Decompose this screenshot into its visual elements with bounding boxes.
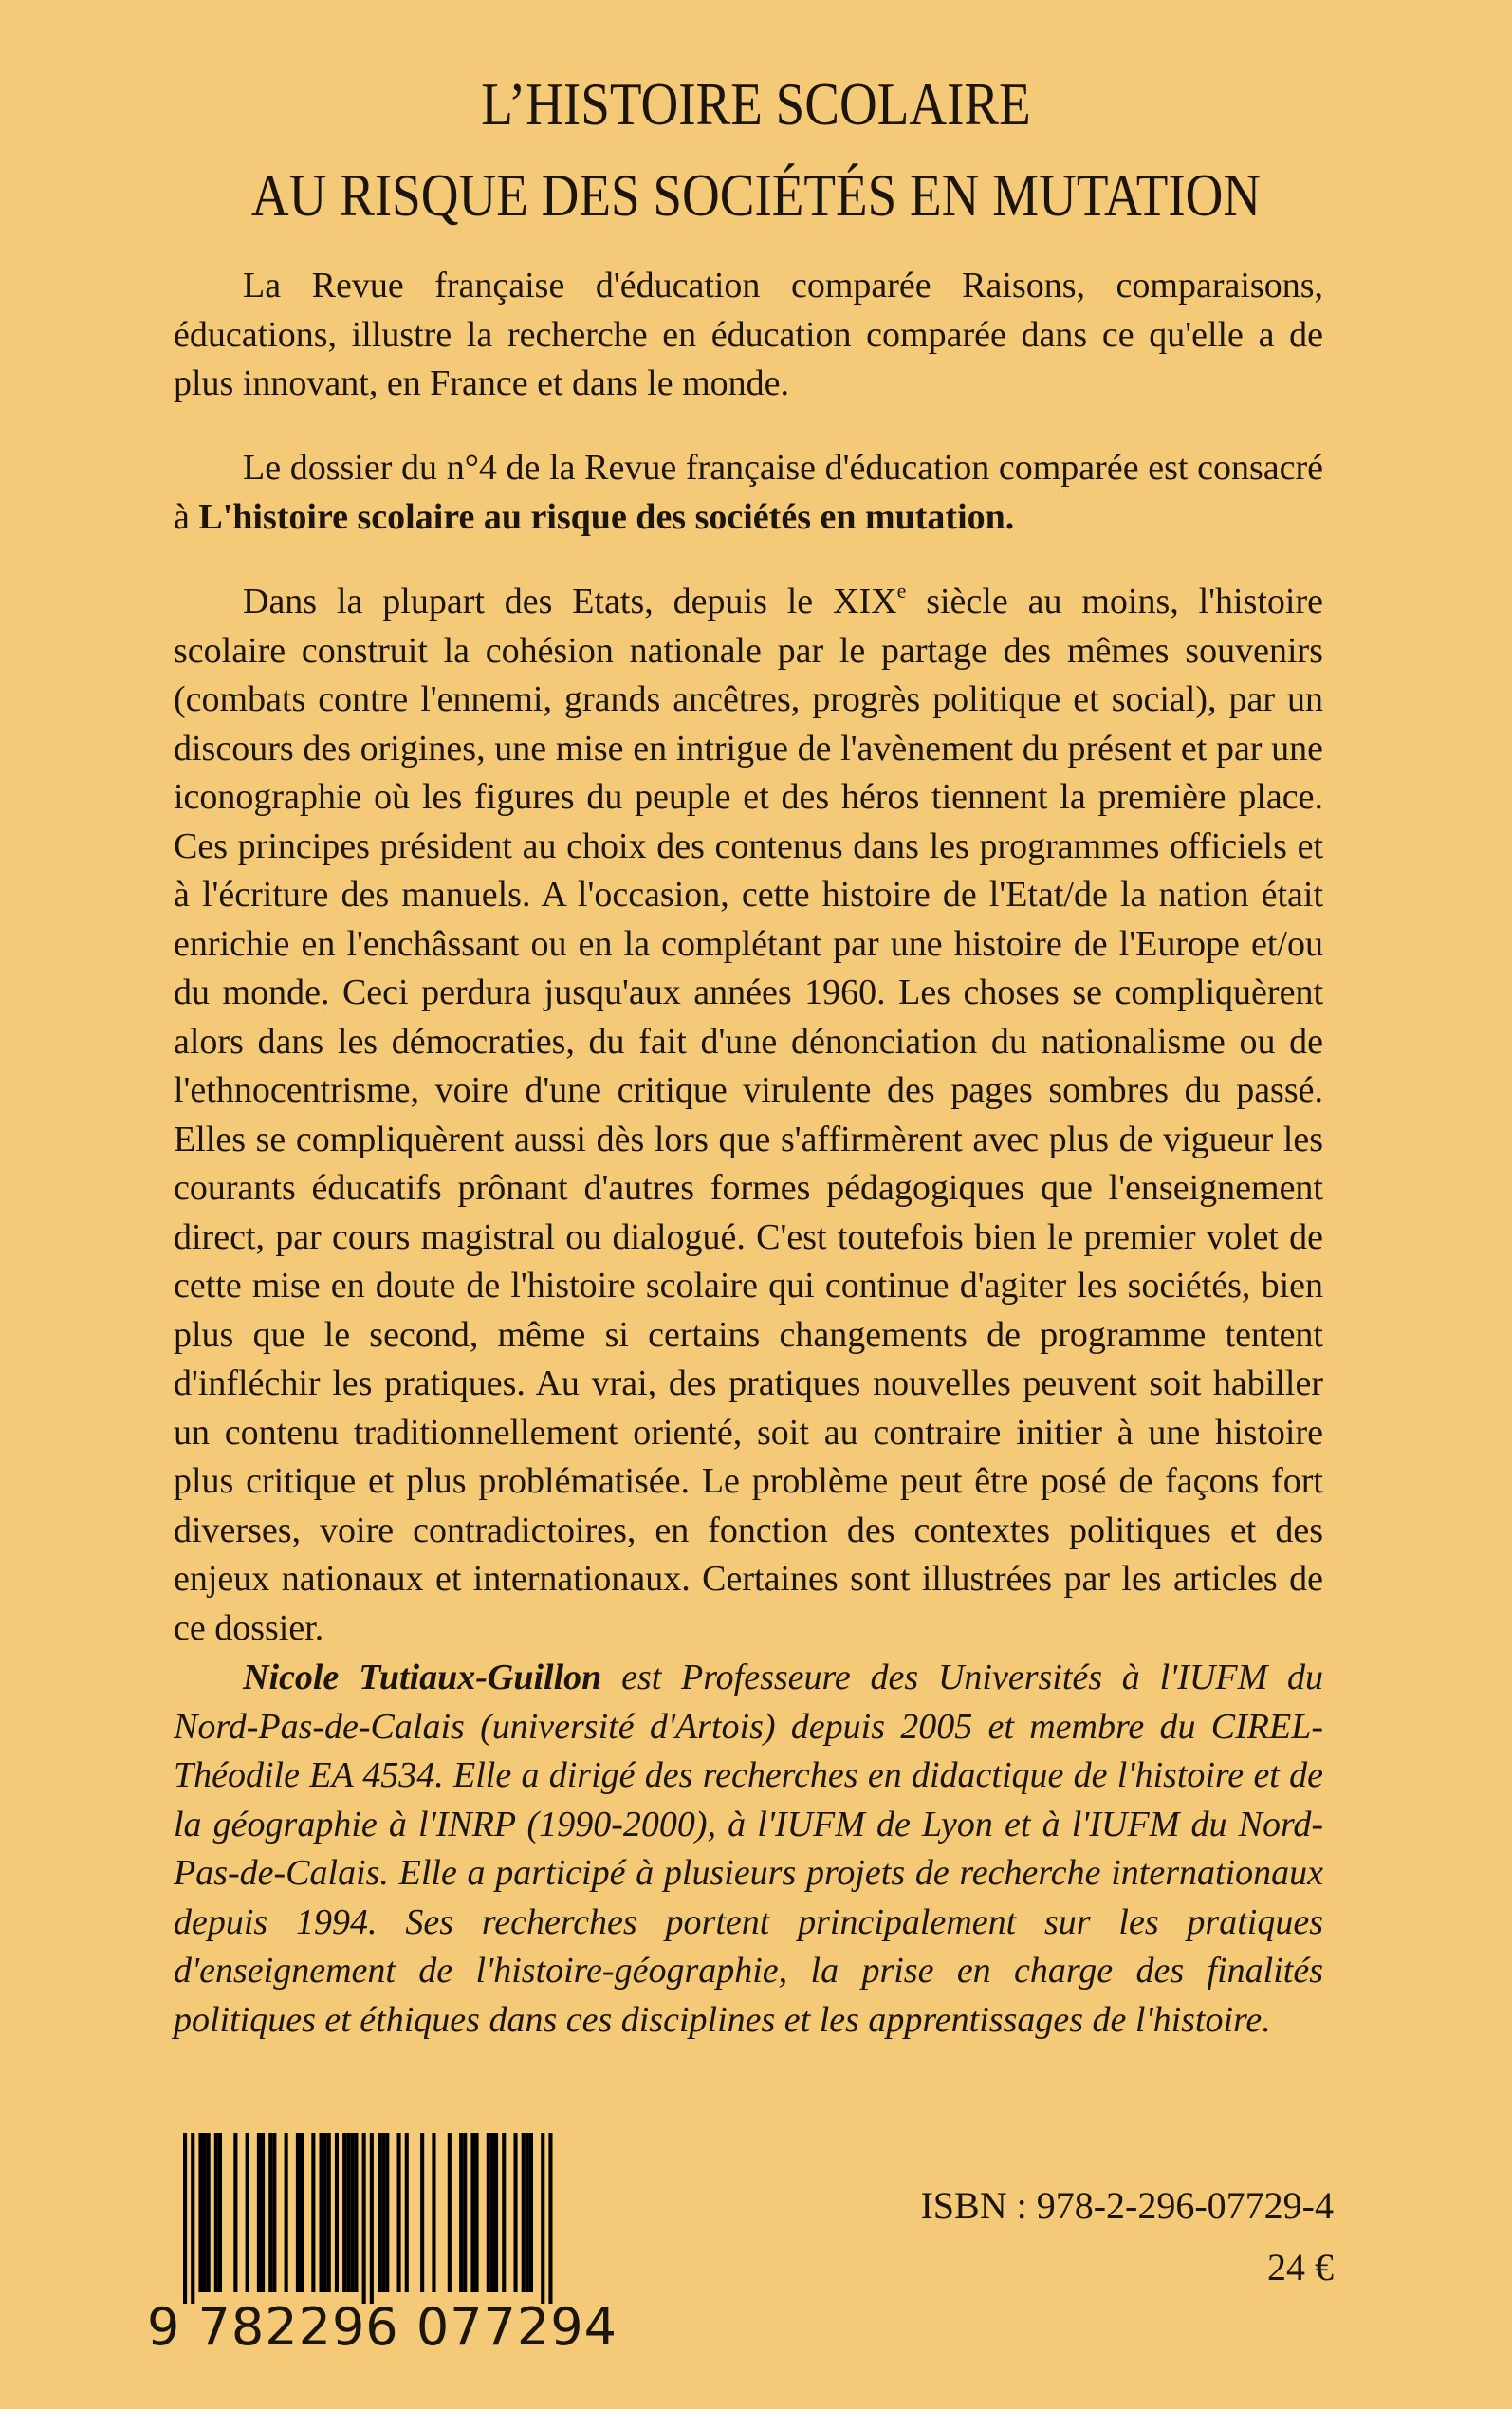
barcode-bar	[362, 2133, 366, 2304]
dossier-title: L'histoire scolaire au risque des sociétés en mutation.	[198, 496, 1015, 537]
paragraph-intro-text: La Revue française d'éducation comparée Raisons, comparaisons, éducations, illustre la recherche en éducation comparée dans ce qu'elle a de plus innovant, en France et dans le monde.	[174, 266, 1323, 403]
barcode-bar	[335, 2133, 339, 2292]
book-title	[0, 59, 1512, 241]
barcode-bar	[300, 2133, 304, 2292]
barcode-bar	[448, 2133, 452, 2292]
barcode-bar	[257, 2133, 261, 2292]
barcode-digits: 9 782296 077294	[147, 2297, 618, 2357]
barcode-bar	[494, 2133, 498, 2292]
barcode-bar	[397, 2133, 401, 2292]
barcode-bar	[323, 2133, 327, 2292]
barcode-bar	[272, 2133, 276, 2292]
barcode	[147, 2133, 618, 2364]
paragraph-summary-text-start: Dans la plupart des Etats, depuis le XIX	[243, 582, 897, 621]
title-line-1: L’HISTOIRE SCOLAIRE	[481, 70, 1031, 138]
barcode-bar	[311, 2133, 315, 2292]
barcode-bar	[350, 2133, 354, 2292]
barcode-bar	[420, 2133, 424, 2292]
paragraph-dossier-text: Le dossier du n°4 de la Revue française d'éducation comparée est consacré à	[174, 448, 1323, 537]
barcode-bar	[522, 2133, 526, 2292]
barcode-bar	[327, 2133, 331, 2292]
barcode-bar	[529, 2133, 533, 2292]
barcode-bar	[218, 2133, 222, 2292]
barcode-bar	[191, 2133, 194, 2304]
barcode-bar	[487, 2133, 490, 2292]
barcode-bar	[285, 2133, 288, 2292]
barcode-bar	[470, 2133, 474, 2292]
barcode-bar	[475, 2133, 479, 2292]
barcode-bar	[378, 2133, 381, 2292]
barcode-bar	[548, 2133, 552, 2304]
barcode-bar	[214, 2133, 218, 2292]
barcode-bar	[246, 2133, 249, 2292]
superscript-e: e	[896, 579, 907, 602]
barcode-bar	[514, 2133, 518, 2292]
barcode-bar	[342, 2133, 346, 2292]
barcode-bar	[405, 2133, 409, 2292]
barcode-bar	[268, 2133, 272, 2292]
author-bio	[174, 1654, 1323, 2045]
title-line-2: AU RISQUE DES SOCIÉTÉS EN MUTATION	[250, 161, 1262, 229]
barcode-bar	[432, 2133, 435, 2292]
barcode-bar	[526, 2133, 529, 2292]
author-bio-text: est Professeure des Universités à l'IUFM du Nord-Pas-de-Calais (université d'Artois) depuis 2005 et membre du CIREL-Théodile EA 4534. Elle a dirigé des recherches en didactique de l'histoire et de la géographie à l'INRP (1990-2000), à l'IUFM de Lyon et à l'IUFM du Nord-Pas-de-Calais. Elle a participé à plusieurs projets de recherche internationaux depuis 1994. Ses recherches portent principalement sur les pratiques d'enseignement de l'histoire-géographie, la prise en charge des finalités politiques et éthiques dans ces disciplines et les apprentissages de l'histoire.	[174, 1658, 1324, 2040]
barcode-bar	[459, 2133, 463, 2292]
barcode-bars	[147, 2133, 564, 2304]
price: 24 €	[1267, 2246, 1334, 2289]
barcode-bar	[346, 2133, 350, 2292]
barcode-bar	[370, 2133, 374, 2304]
paragraph-summary	[174, 578, 1323, 1653]
barcode-bar	[296, 2133, 300, 2292]
barcode-bar	[385, 2133, 389, 2292]
barcode-bar	[541, 2133, 544, 2304]
barcode-bar	[183, 2133, 187, 2304]
barcode-bar	[463, 2133, 467, 2292]
barcode-bar	[490, 2133, 494, 2292]
paragraph-intro	[174, 262, 1323, 409]
paragraph-summary-text: siècle au moins, l'histoire scolaire construit la cohésion nationale par le partage des mêmes souvenirs (combats contre l'ennemi, grands ancêtres, progrès politique et social), par un discours des origines, une mise en intrigue de l'avènement du présent et par une iconographie où les figures du peuple et des héros tiennent la première place. Ces principes président au choix des contenus dans les programmes officiels et à l'écriture des manuels. A l'occasion, cette histoire de l'Etat/de la nation était enrichie en l'enchâssant ou en la complétant par une histoire de l'Europe et/ou du monde. Ceci perdura jusqu'aux années 1960. Les choses se compliquèrent alors dans les démocraties, du fait d'une dénonciation du nationalisme ou de l'ethnocentrisme, voire d'une critique virulente des pages sombres du passé. Elles se compliquèrent aussi dès lors que s'affirmèrent avec plus de vigueur les courants éducatifs prônant d'autres formes pédagogiques que l'enseignement direct, par cours magistral ou dialogué. C'est toutefois bien le premier volet de cette mise en doute de l'histoire scolaire qui continue d'agiter les sociétés, bien plus que le second, même si certains changements de programme tentent d'infléchir les pratiques. Au vrai, des pratiques nouvelles peuvent soit habiller un contenu traditionnellement orienté, soit au contraire initier à une histoire plus critique et plus problématisée. Le problème peut être posé de façons fort diverses, voire contradictoires, en fonction des contextes politiques et des enjeux nationaux et internationaux. Certaines sont illustrées par les articles de ce dossier.	[174, 582, 1323, 1648]
barcode-bar	[502, 2133, 506, 2292]
barcode-bar	[261, 2133, 265, 2292]
barcode-bar	[207, 2133, 211, 2292]
barcode-bar	[203, 2133, 207, 2292]
barcode-bar	[354, 2133, 358, 2292]
paragraph-dossier	[174, 444, 1323, 542]
barcode-bar	[320, 2133, 323, 2292]
author-name: Nicole Tutiaux-Guillon	[243, 1658, 602, 1697]
barcode-bar	[381, 2133, 385, 2292]
barcode-bar	[233, 2133, 237, 2292]
isbn: ISBN : 978-2-296-07729-4	[920, 2184, 1334, 2227]
barcode-bar	[198, 2133, 202, 2292]
